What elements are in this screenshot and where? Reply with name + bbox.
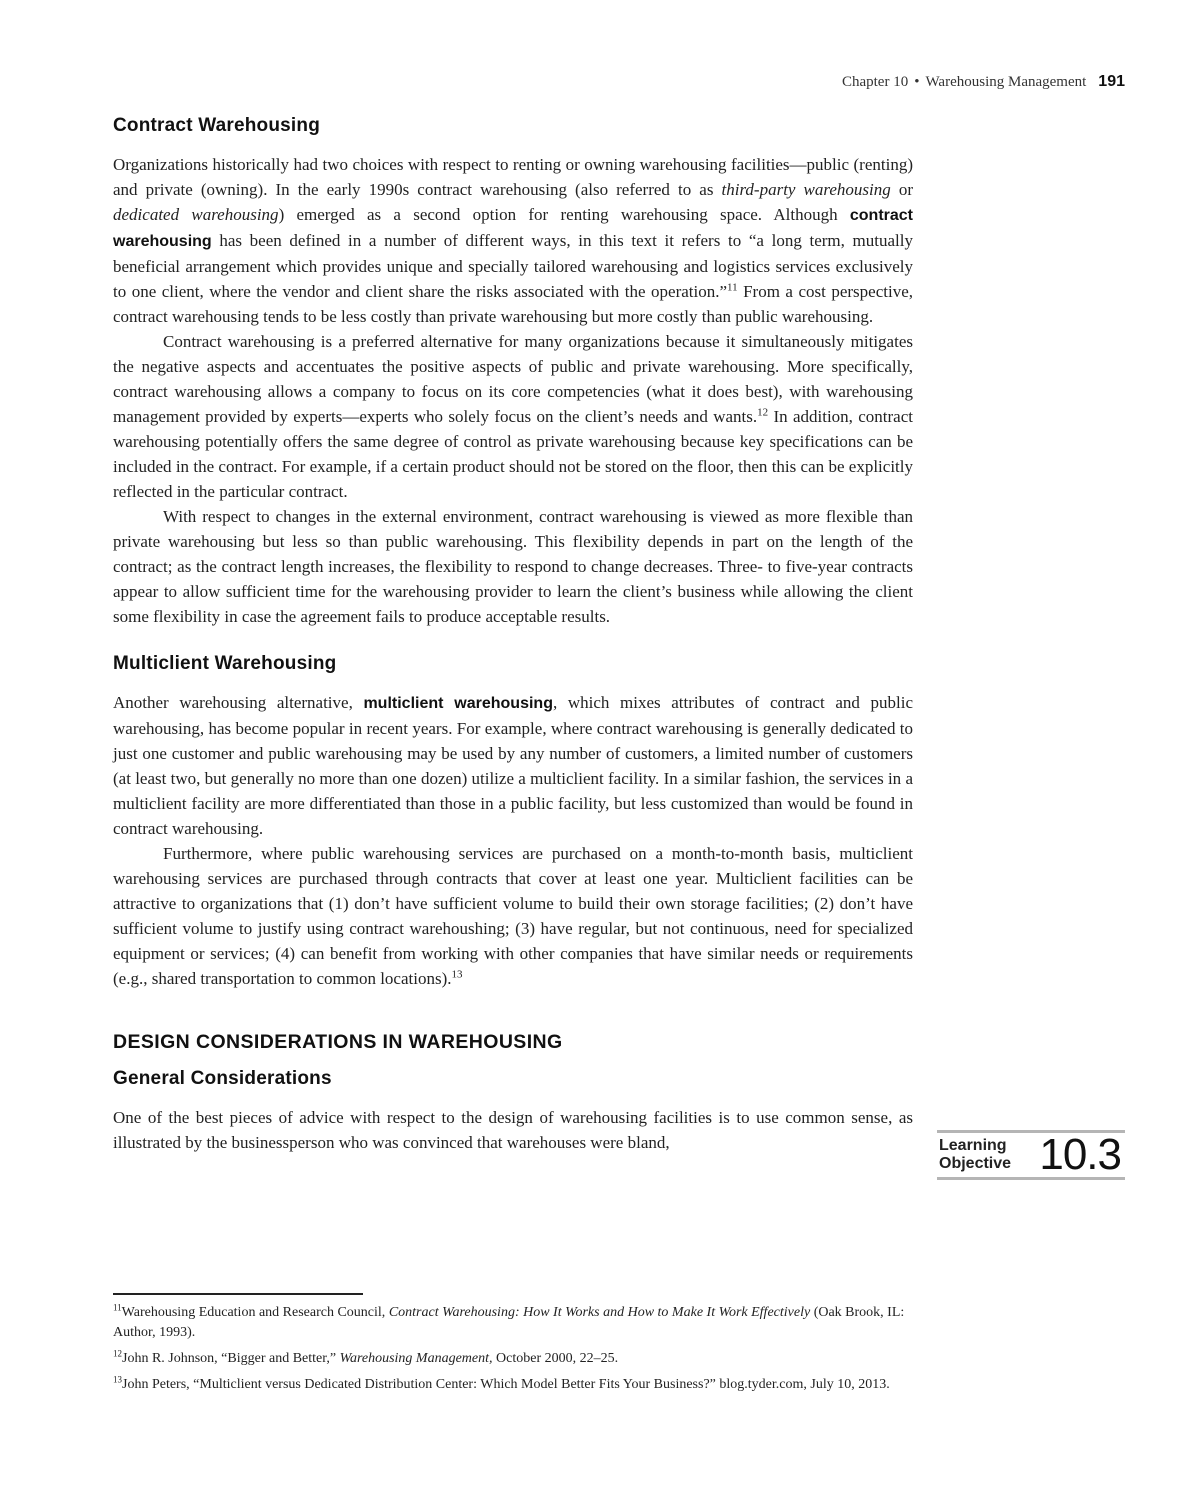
- paragraph-contract-2: [113, 329, 913, 504]
- paragraph-contract-3: With respect to changes in the external environment, contract warehousing is viewed as more flexible than private warehousing but less so than public warehousing. This flexibility depends in part on the length of the contract; as the contract length increases, the flexibility to respond to change decreases. Three- to five-year contracts appear to allow sufficient time for the warehousing provider to learn the client’s business while allowing the client some flexibility in case the agreement fails to produce acceptable results.: [113, 507, 913, 626]
- footnote-12: [113, 1349, 913, 1369]
- key-term: contract warehousing: [113, 207, 913, 250]
- header-separator: •: [914, 74, 920, 90]
- footnote-11: [113, 1303, 913, 1343]
- text-run: John Peters, “Multiclient versus Dedicated Distribution Center: Which Model Better Fits Your Business?” blog.tyder.com, July 10, 2013.: [122, 1377, 890, 1392]
- text-run: has been defined in a number of different ways, in this text it refers to “a long term, mutually beneficial arrangement which provides unique and specially tailored warehousing and logistics services exclusively to one client, where the vendor and client share the risks associated with the operation.”: [113, 231, 913, 301]
- footnotes: [113, 1303, 913, 1401]
- text-run: ) emerged as a second option for renting warehousing space. Although: [278, 205, 850, 224]
- text-run: John R. Johnson, “Bigger and Better,”: [122, 1351, 340, 1366]
- section-heading-contract: Contract Warehousing: [113, 115, 321, 136]
- italic-term: dedicated warehousing: [113, 205, 279, 224]
- footnote-ref: 13: [451, 968, 463, 981]
- footnote-ref: 11: [727, 281, 738, 294]
- learning-objective-box: [937, 1130, 1125, 1180]
- footnote-number: 11: [113, 1302, 122, 1313]
- footnote-13: [113, 1375, 913, 1395]
- text-run: Contract warehousing is a preferred alternative for many organizations because it simultaneously mitigates the negative aspects and accentuates the positive aspects of public and private warehousing. More specifically, contract warehousing allows a company to focus on its core competencies (what it does best), with warehousing management provided by experts—experts who solely focus on the client’s needs and wants.: [113, 332, 913, 426]
- section-heading-multiclient: Multiclient Warehousing: [113, 653, 337, 674]
- text-run: Organizations historically had two choices with respect to renting or owning warehousing facilities—public (renting) and private (owning). In the early 1990s contract warehousing (also referred to as: [113, 155, 913, 199]
- text-run: , which mixes attributes of contract and public warehousing, has become popular in recent years. For example, where contract warehousing is generally dedicated to just one customer and public warehousing may be used by any number of customers, a limited number of customers (at least two, but generally no more than one dozen) utilize a multiclient facility. In a similar fashion, the services in a multiclient facility are more differentiated than those in a public facility, but less customized than would be found in contract warehousing.: [113, 693, 913, 838]
- text-run: or: [890, 180, 913, 199]
- footnote-number: 13: [113, 1374, 122, 1385]
- learning-objective-number: 10.3: [1039, 1130, 1121, 1179]
- paragraph-contract-1: [113, 152, 913, 329]
- text-run: Furthermore, where public warehousing services are purchased on a month-to-month basis, multiclient warehousing services are purchased through contracts that cover at least one year. Multiclient facilities can be attractive to organizations that (1) don’t have sufficient volume to build their own storage facilities; (2) don’t have sufficient volume to justify using contract warehoushing; (3) have regular, but not continuous, need for specialized equipment or services; (4) can benefit from working with other companies that have similar needs or requirements (e.g., shared transportation to common locations).: [113, 844, 913, 988]
- text-run: Warehousing Education and Research Council,: [121, 1305, 389, 1320]
- footnote-ref: 12: [757, 406, 769, 419]
- learning-objective-line2: Objective: [939, 1155, 1012, 1172]
- paragraph-multiclient-2: [113, 841, 913, 991]
- text-run: In addition, contract warehousing potentially offers the same degree of control as private warehousing because key specifications can be included in the contract. For example, if a certain product should not be stored on the floor, then this can be explicitly reflected in the particular contract.: [113, 407, 913, 501]
- major-heading-design: DESIGN CONSIDERATIONS IN WAREHOUSING: [113, 1031, 563, 1053]
- italic-title: Contract Warehousing: How It Works and How to Make It Work Effectively: [388, 1305, 811, 1320]
- paragraph-multiclient-1: [113, 690, 913, 841]
- chapter-title: Warehousing Management: [925, 74, 1087, 90]
- text-run: From a cost perspective, contract warehousing tends to be less costly than private warehousing but more costly than public warehousing.: [113, 282, 913, 326]
- key-term: multiclient warehousing: [363, 695, 553, 712]
- text-run: Another warehousing alternative,: [113, 693, 364, 712]
- section-heading-general: General Considerations: [113, 1068, 332, 1089]
- footnote-number: 12: [113, 1348, 122, 1359]
- italic-title: Warehousing Management,: [339, 1351, 493, 1366]
- chapter-label: Chapter 10: [841, 74, 909, 90]
- learning-objective-label: [937, 1137, 1011, 1173]
- page-body: [113, 60, 913, 1155]
- learning-objective-line1: Learning: [939, 1137, 1007, 1154]
- page-number: 191: [1098, 73, 1125, 90]
- text-run: October 2000, 22–25.: [492, 1351, 619, 1366]
- text-run: (Oak Brook, IL: Author, 1993).: [113, 1305, 905, 1340]
- paragraph-design-1: One of the best pieces of advice with respect to the design of warehousing facilities is to use common sense, as illustrated by the businessperson who was convinced that warehouses were bland,: [113, 1108, 913, 1152]
- italic-term: third-party warehousing: [721, 180, 891, 199]
- footnote-divider: [113, 1293, 363, 1295]
